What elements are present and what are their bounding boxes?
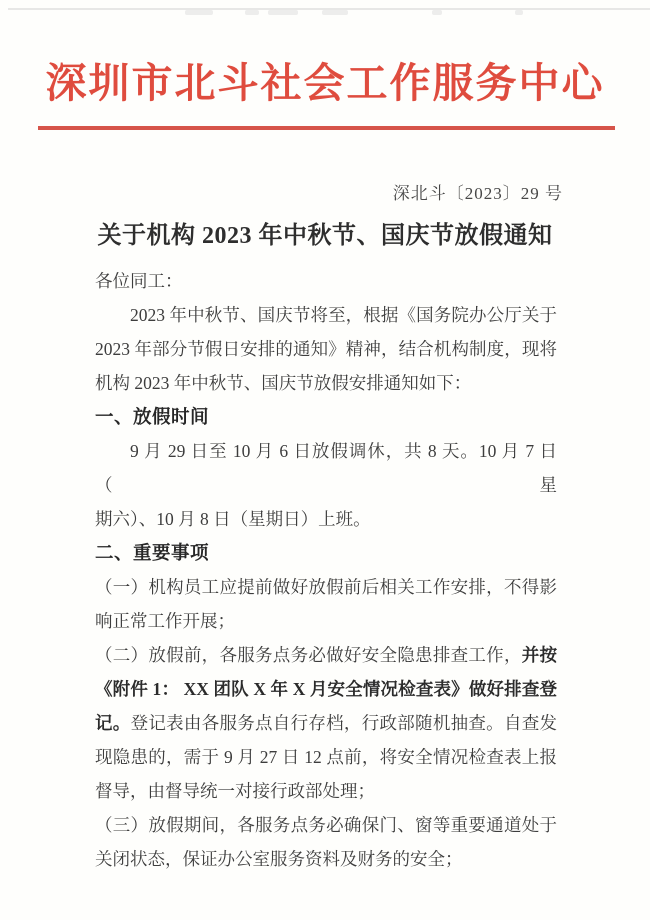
body-text: 关闭状态，保证办公室服务资料及财务的安全；: [95, 849, 463, 869]
body-text-bold: 记。: [95, 713, 131, 733]
body-text: 二、重要事项: [95, 542, 210, 563]
scan-artifact: [245, 10, 259, 15]
body-text: 2023 年部分节假日安排的通知》精神，结合机构制度，现将: [95, 339, 557, 359]
body-text: （一）机构员工应提前做好放假前后相关工作安排，不得影: [95, 577, 557, 597]
body-line: [95, 638, 557, 672]
body-line: [95, 672, 557, 706]
document-number: 深北斗〔2023〕29 号: [392, 184, 563, 203]
body-line: [95, 706, 557, 740]
notice-body: [95, 264, 557, 876]
body-text: （二）放假前，各服务点务必做好安全隐患排查工作，: [95, 645, 522, 665]
body-text: 督导，由督导统一对接行政部处理；: [95, 781, 375, 801]
scan-artifact: [268, 10, 298, 15]
body-line: [95, 332, 557, 366]
body-text: 期六）、10 月 8 日（星期日）上班。: [95, 509, 371, 529]
body-text: 一、放假时间: [95, 406, 210, 427]
body-text-bold: 《附件 1： XX 团队 X 年 X 月安全情况检查表》做好排查登: [95, 679, 557, 699]
body-text: 登记表由各服务点自行存档，行政部随机抽查。自查发: [130, 713, 558, 733]
scan-artifact: [515, 10, 523, 15]
body-text: （三）放假期间，各服务点务必确保门、窗等重要通道处于: [95, 815, 557, 835]
body-text: 响正常工作开展；: [95, 611, 235, 631]
body-line: [95, 366, 557, 400]
body-text: 各位同工：: [95, 271, 183, 291]
body-text: 9 月 29 日至 10 月 6 日放假调休，共 8 天。10 月 7 日（星: [95, 441, 557, 495]
body-text: 现隐患的，需于 9 月 27 日 12 点前，将安全情况检查表上报: [95, 747, 557, 767]
letterhead-org-name: 深圳市北斗社会工作服务中心: [45, 60, 605, 106]
body-line: [95, 740, 557, 774]
body-line: [95, 298, 557, 332]
notice-title: 关于机构 2023 年中秋节、国庆节放假通知: [97, 223, 553, 249]
body-line: [95, 434, 557, 502]
body-text-bold: 并按: [521, 645, 557, 665]
section-heading: [95, 536, 557, 570]
body-text: 机构 2023 年中秋节、国庆节放假安排通知如下：: [95, 373, 472, 393]
body-line: [95, 604, 557, 638]
body-line: [95, 842, 557, 876]
body-line: [95, 808, 557, 842]
body-text: 2023 年中秋节、国庆节将至，根据《国务院办公厅关于: [130, 305, 557, 325]
scan-artifact: [185, 10, 213, 15]
body-line: [95, 502, 557, 536]
letterhead-red-rule: [38, 126, 615, 130]
scan-artifact: [322, 10, 348, 15]
body-line: [95, 774, 557, 808]
section-heading: [95, 400, 557, 434]
body-line: [95, 570, 557, 604]
body-line: [95, 264, 557, 298]
scan-artifact: [432, 10, 442, 15]
